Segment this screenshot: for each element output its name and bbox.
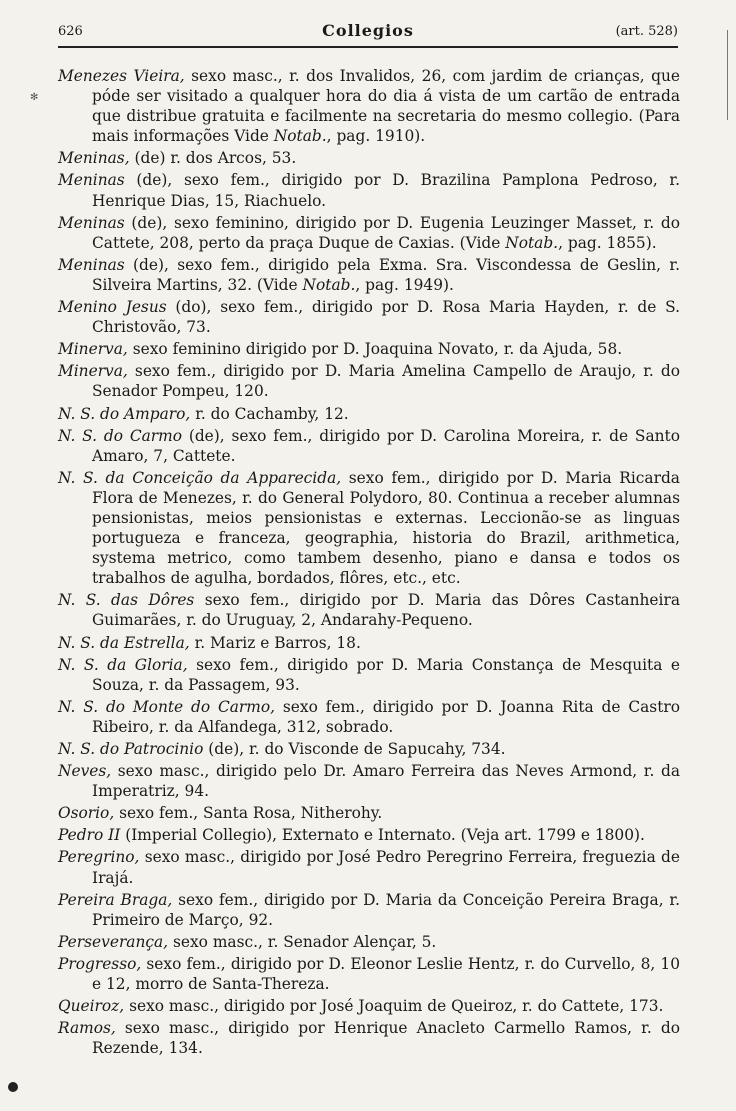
entry-text: sexo masc., r. Senador Alençar, 5.	[168, 932, 437, 951]
directory-entry	[58, 361, 680, 401]
article-reference: (art. 528)	[615, 24, 678, 39]
entry-name: N. S. da Estrella,	[58, 633, 190, 652]
entry-tail: , pag. 1949).	[355, 275, 454, 294]
directory-entry	[58, 803, 680, 823]
ink-speck-icon: ✻	[30, 92, 39, 103]
entry-text: sexo fem., dirigido por D. Maria Ricarda Flora de Menezes, r. do General Polydoro, 80. Continua a receber alumnas pensionistas, meios pensionistas e externas. Leccionão-se as linguas portugueza e franceza, geographia, historia do Brazil, arithmetica, systema metrico, como tambem desenho, piano e dansa e todos os trabalhos de agulha, bordados, flôres, etc., etc.	[92, 468, 680, 588]
directory-entry	[58, 932, 680, 952]
entry-name: Pereira Braga,	[58, 890, 173, 909]
directory-entry	[58, 655, 680, 695]
entry-text: sexo fem., Santa Rosa, Nitherohy.	[114, 804, 383, 823]
entry-name: N. S. do Patrocinio	[58, 740, 204, 758]
entry-note: Notab.	[273, 127, 327, 146]
directory-entry	[58, 697, 680, 737]
directory-entry	[58, 825, 680, 845]
directory-entry	[58, 954, 680, 994]
entry-text: sexo fem., dirigido por D. Maria Amelina Campello de Araujo, r. do Senador Pompeu, 120.	[92, 362, 680, 401]
entry-text: (de), sexo fem., dirigido por D. Brazilina Pamplona Pedroso, r. Henrique Dias, 15, Riachuelo.	[92, 171, 680, 210]
entry-text: r. Mariz e Barros, 18.	[189, 633, 361, 652]
entry-name: Menezes Vieira,	[58, 67, 185, 85]
entry-text: (do), sexo fem., dirigido por D. Rosa Maria Hayden, r. de S. Christovão, 73.	[92, 298, 681, 337]
entry-text: sexo fem., dirigido por D. Maria da Conceição Pereira Braga, r. Primeiro de Março, 92.	[92, 890, 680, 929]
entry-text: (Imperial Collegio), Externato e Internato. (Veja art. 1799 e 1800).	[120, 826, 645, 845]
directory-entries	[58, 66, 680, 1060]
entry-name: Meninas	[58, 213, 125, 232]
entry-name: Meninas	[58, 171, 125, 190]
directory-entry	[58, 996, 680, 1016]
entry-text: (de), sexo feminino, dirigido por D. Eugenia Leuzinger Masset, r. do Cattete, 208, perto da praça Duque de Caxias. (Vide	[92, 213, 680, 252]
entry-tail: , pag. 1855).	[558, 233, 657, 252]
directory-entry	[58, 590, 680, 630]
entry-name: Ramos,	[58, 1019, 116, 1038]
directory-entry	[58, 297, 680, 337]
entry-text: r. do Cachamby, 12.	[190, 404, 349, 423]
entry-name: N. S. do Amparo,	[58, 404, 191, 423]
entry-text: (de), sexo fem., dirigido por D. Carolina Moreira, r. de Santo Amaro, 7, Cattete.	[92, 426, 680, 465]
directory-entry	[58, 890, 680, 930]
directory-entry	[58, 426, 680, 466]
entry-name: Pedro II	[58, 826, 121, 845]
directory-entry	[58, 170, 680, 210]
entry-text: sexo masc., dirigido por José Joaquim de Queiroz, r. do Cattete, 173.	[124, 997, 664, 1016]
directory-entry	[58, 468, 680, 589]
entry-name: N. S. da Conceição da Apparecida,	[58, 468, 342, 487]
entry-tail: , pag. 1910).	[326, 127, 426, 146]
page-edge-line	[727, 30, 728, 120]
directory-entry	[58, 633, 680, 653]
entry-text: (de), r. do Visconde de Sapucahy, 734.	[203, 740, 506, 758]
page-title: Collegios	[322, 21, 414, 40]
entry-text: (de) r. dos Arcos, 53.	[129, 149, 297, 168]
entry-text: sexo feminino dirigido por D. Joaquina Novato, r. da Ajuda, 58.	[127, 340, 623, 359]
directory-entry	[58, 213, 680, 253]
entry-name: N. S. da Gloria,	[58, 655, 188, 674]
entry-name: Neves,	[58, 762, 112, 781]
entry-note: Notab.	[505, 233, 559, 252]
directory-entry	[58, 847, 680, 887]
entry-text: sexo masc., r. dos Invalidos, 26, com jardim de crianças, que póde ser visitado a qualquer hora do dia á vista de um cartão de entrada que distribue gratuita e facilmente na secretaria do mesmo collegio. (Para mais informações Vide	[92, 67, 680, 146]
entry-name: Osorio,	[58, 804, 115, 823]
entry-text: sexo fem., dirigido por D. Maria Constança de Mesquita e Souza, r. da Passagem, 93.	[92, 655, 680, 694]
entry-name: N. S. das Dôres	[58, 591, 195, 610]
directory-entry	[58, 255, 680, 295]
entry-text: (de), sexo fem., dirigido pela Exma. Sra. Viscondessa de Geslin, r. Silveira Martins, 32. (Vide	[92, 255, 680, 294]
entry-text: sexo fem., dirigido por D. Joanna Rita de Castro Ribeiro, r. da Alfandega, 312, sobrado.	[92, 697, 680, 736]
page-number: 626	[58, 24, 83, 39]
directory-entry	[58, 739, 680, 759]
entry-name: N. S. do Carmo	[58, 426, 182, 445]
directory-entry	[58, 148, 680, 168]
entry-name: Meninas	[58, 255, 125, 274]
entry-text: sexo fem., dirigido por D. Eleonor Leslie Hentz, r. do Curvello, 8, 10 e 12, morro de Santa-Thereza.	[92, 954, 680, 994]
directory-entry	[58, 404, 680, 424]
directory-entry	[58, 339, 680, 359]
entry-text: sexo masc., dirigido pelo Dr. Amaro Ferreira das Neves Armond, r. da Imperatriz, 94.	[92, 762, 680, 801]
entry-name: Minerva,	[58, 340, 128, 359]
entry-name: Queiroz,	[58, 997, 125, 1016]
entry-name: Peregrino,	[58, 848, 140, 867]
entry-name: Menino Jesus	[58, 298, 167, 317]
entry-text: sexo masc., dirigido por José Pedro Peregrino Ferreira, freguezia de Irajá.	[92, 848, 680, 887]
entry-name: Perseverança,	[58, 932, 169, 951]
entry-name: Minerva,	[58, 362, 128, 381]
entry-name: N. S. do Monte do Carmo,	[58, 697, 276, 716]
ink-blot-icon	[8, 1082, 18, 1092]
directory-entry	[58, 761, 680, 801]
entry-text: sexo masc., dirigido por Henrique Anacleto Carmello Ramos, r. do Rezende, 134.	[92, 1019, 680, 1058]
entry-name: Meninas,	[58, 149, 130, 168]
page-header	[58, 20, 678, 48]
directory-entry	[58, 1018, 680, 1058]
entry-text: sexo fem., dirigido por D. Maria das Dôres Castanheira Guimarães, r. do Uruguay, 2, Andarahy-Pequeno.	[92, 591, 680, 630]
directory-entry	[58, 66, 680, 146]
entry-name: Progresso,	[58, 954, 142, 973]
entry-note: Notab.	[302, 275, 356, 294]
